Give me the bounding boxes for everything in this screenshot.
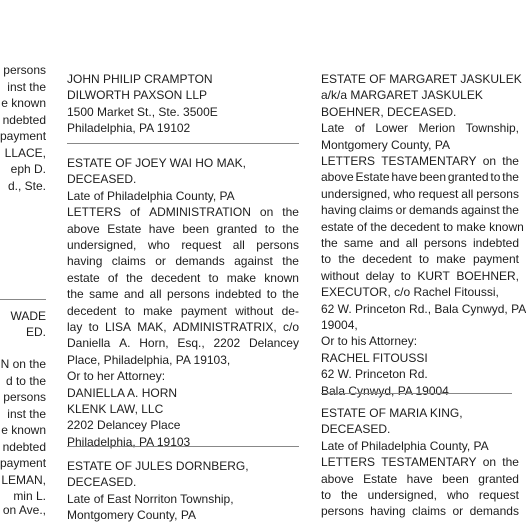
notice-line: 1500 Market St., Ste. 3500E xyxy=(67,104,218,119)
notice-line: Bala Cynwyd, PA 19004 xyxy=(321,383,449,398)
text-fragment: e known xyxy=(1,96,46,110)
text-fragment: d., Ste. xyxy=(7,179,46,193)
notice-line: Montgomery County, PA xyxy=(321,137,450,152)
divider-rule xyxy=(0,299,46,300)
notice-line: DECEASED. xyxy=(321,422,391,437)
text-fragment: d to the xyxy=(5,374,46,388)
notice-line: estate of the decedent to make known xyxy=(321,219,524,234)
notice-line: ESTATE OF MARGARET JASKULEK xyxy=(321,72,522,86)
notice-line: DILWORTH PAXSON LLP xyxy=(67,88,208,103)
notice-line: Montgomery County, PA xyxy=(67,508,196,523)
text-fragment: on Ave., xyxy=(2,503,46,517)
notice-line: 2202 Delancey Place xyxy=(67,418,181,433)
notice-line: undersigned, who request all persons xyxy=(67,238,299,252)
notice-line: LETTERS of ADMINISTRATION on the xyxy=(67,205,299,220)
notice-line: Or to her Attorney: xyxy=(67,369,166,384)
text-fragment: inst the xyxy=(7,80,46,94)
middle-column xyxy=(67,0,299,523)
text-fragment: ndebted xyxy=(2,113,46,127)
text-fragment: ED. xyxy=(25,325,46,339)
notice-line: to the undersigned, who request xyxy=(321,488,519,502)
notice-line: Late of Philadelphia County, PA xyxy=(67,188,235,203)
notice-line: undersigned, who request all persons xyxy=(321,186,519,201)
notice-line: without delay to KURT BOEHNER, xyxy=(321,268,519,283)
notice-line: persons having claims or demands xyxy=(321,504,519,519)
text-fragment: LEMAN, xyxy=(1,473,46,487)
notice-line: EXECUTOR, c/o Rachel Fitoussi, xyxy=(321,285,499,300)
notice-line: the same and all persons indebted to the xyxy=(67,287,299,302)
text-fragment: N on the xyxy=(0,357,46,371)
text-fragment: payment xyxy=(0,129,47,143)
notice-line: 62 W. Princeton Rd., Bala Cynwyd, PA xyxy=(321,301,526,316)
text-fragment: persons xyxy=(3,63,46,77)
notice-line: ESTATE OF JOEY WAI HO MAK, xyxy=(67,156,246,170)
notice-line: having claims or demands against the xyxy=(67,254,299,269)
text-fragment: persons xyxy=(3,390,46,404)
text-fragment: ndebted xyxy=(2,440,46,454)
text-fragment: WADE xyxy=(10,309,46,323)
notice-line: 62 W. Princeton Rd. xyxy=(321,367,428,382)
notice-line: 19004, xyxy=(321,318,358,332)
notice-line: JOHN PHILIP CRAMPTON xyxy=(67,72,213,86)
notice-line: DANIELLA A. HORN xyxy=(67,385,178,400)
notice-line: Late of Lower Merion Township, xyxy=(321,121,519,136)
notice-line: Daniella A. Horn, Esq., 2202 Delancey xyxy=(67,336,299,351)
divider-rule xyxy=(321,393,512,394)
text-fragment: eph D. xyxy=(10,162,46,176)
notice-line: above Estate have been granted to the xyxy=(67,221,299,236)
divider-rule xyxy=(67,446,299,447)
text-fragment: min L. xyxy=(13,489,46,503)
notice-line: KLENK LAW, LLC xyxy=(67,402,164,416)
notice-line: the same and all persons indebted xyxy=(321,236,519,250)
notice-line: Place, Philadelphia, PA 19103, xyxy=(67,352,231,367)
notice-line: Late of East Norriton Township, xyxy=(67,491,234,506)
notice-line: to the decedent to make payment xyxy=(321,252,519,267)
notice-line: having claims or demands against the xyxy=(321,203,519,218)
notice-line: Philadelphia, PA 19103 xyxy=(67,434,191,449)
notice-line: above Estate have been granted xyxy=(321,471,519,486)
text-fragment: inst the xyxy=(7,407,46,421)
notice-line: DECEASED. xyxy=(67,172,137,187)
right-column xyxy=(321,0,526,519)
text-fragment: e known xyxy=(1,423,46,437)
notice-line: ESTATE OF MARIA KING, xyxy=(321,406,463,420)
notice-line: DECEASED. xyxy=(67,475,137,490)
notice-line: ESTATE OF JULES DORNBERG, xyxy=(67,459,249,473)
notice-line: estate of the decedent to make known xyxy=(67,270,299,285)
notice-line: above Estate have been granted to the xyxy=(321,170,519,185)
notice-line: a/k/a MARGARET JASKULEK xyxy=(321,88,483,103)
notice-line: Or to his Attorney: xyxy=(321,334,418,349)
notice-line: Late of Philadelphia County, PA xyxy=(321,438,489,453)
notice-line: lay to LISA MAK, ADMINISTRATRIX, c/o xyxy=(67,320,299,334)
text-fragment: payment xyxy=(0,456,47,470)
notice-line: LETTERS TESTAMENTARY on the xyxy=(321,455,519,470)
notice-line: RACHEL FITOUSSI xyxy=(321,350,428,365)
notice-line: LETTERS TESTAMENTARY on the xyxy=(321,154,519,168)
text-fragment: LLACE, xyxy=(4,146,46,160)
notice-line: Philadelphia, PA 19102 xyxy=(67,121,191,136)
divider-rule xyxy=(67,143,299,144)
notice-line: BOEHNER, DECEASED. xyxy=(321,104,457,119)
left-column-fragment xyxy=(0,0,47,517)
notice-line: decedent to make payment without de- xyxy=(67,303,299,318)
